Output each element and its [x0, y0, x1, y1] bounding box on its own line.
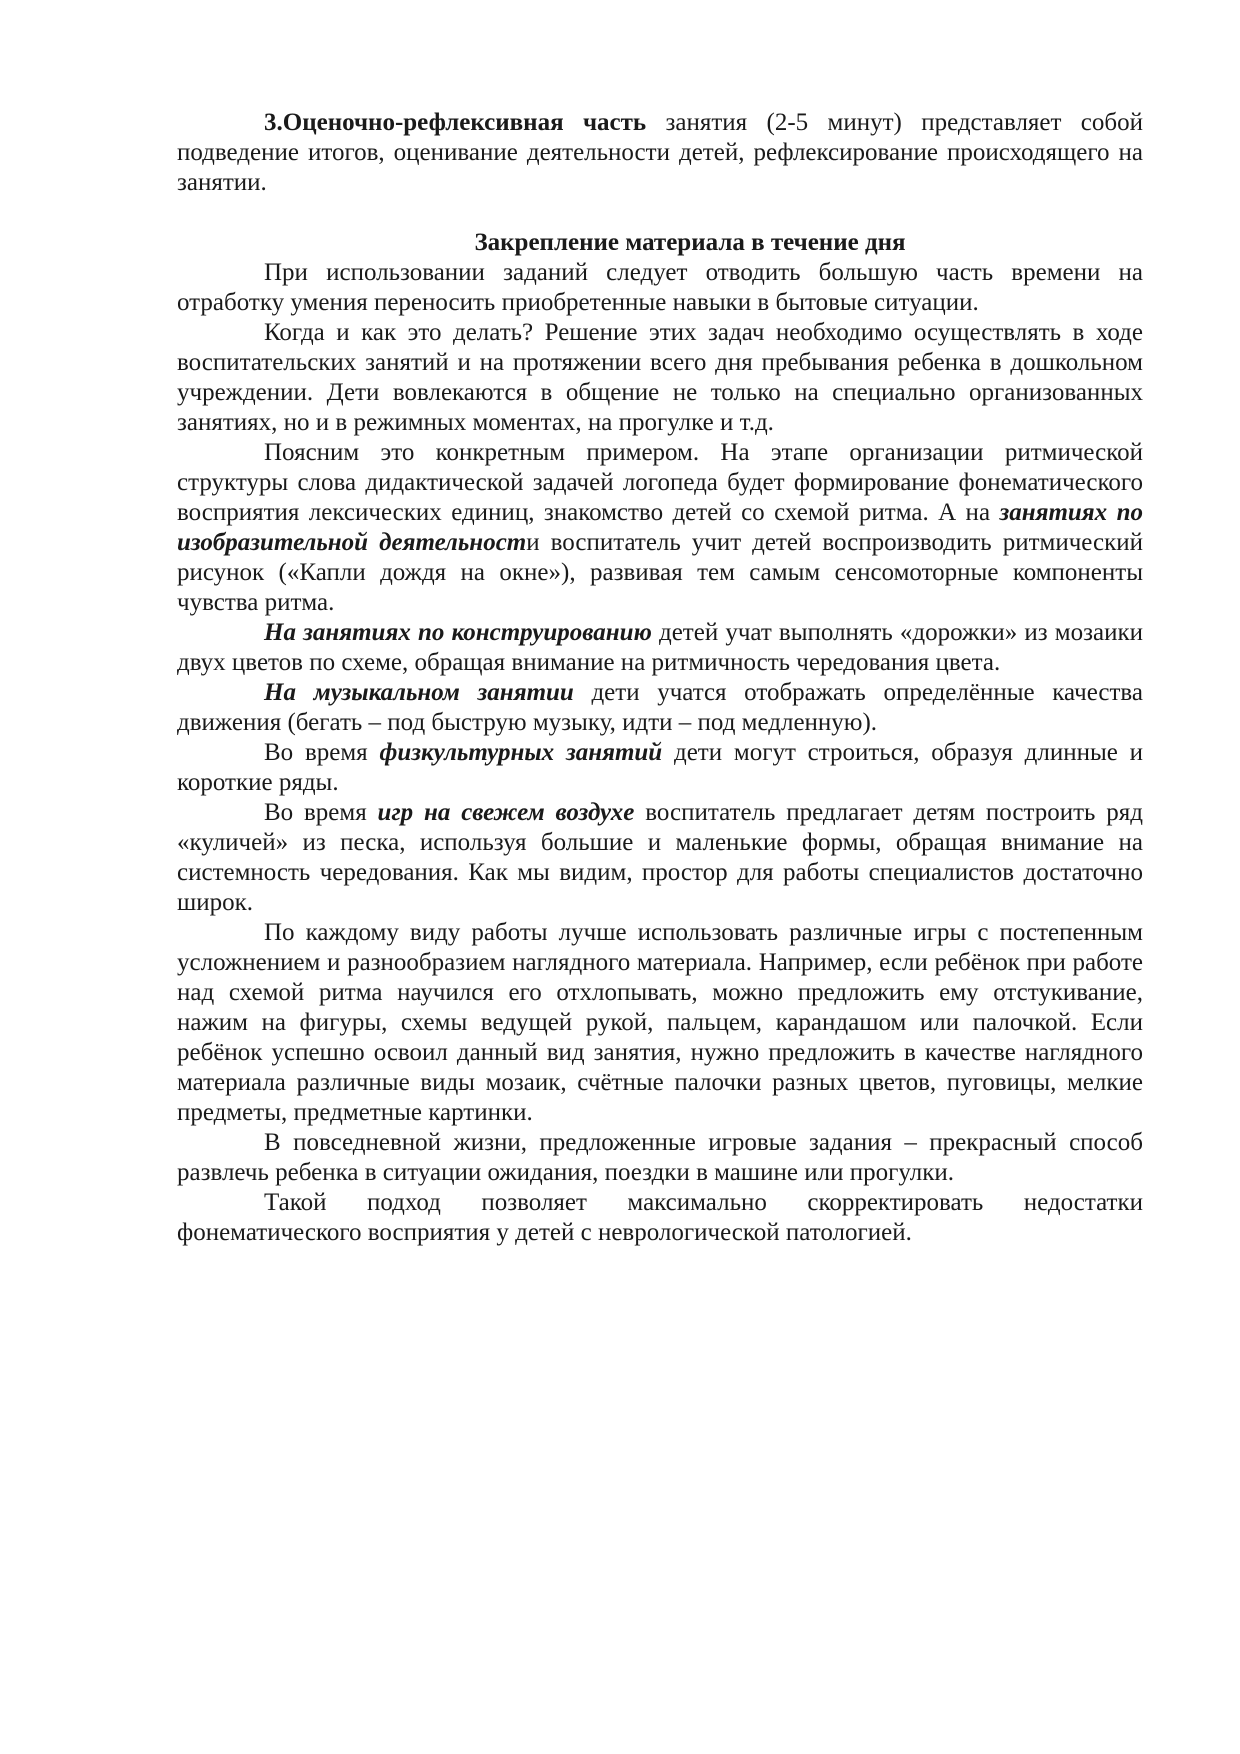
paragraph-example: Поясним это конкретным примером. На этапе организации ритмической структуры слова дидактической задачей логопеда будет формирование фонематического восприятия лексических единиц, знакомство детей со схемой ритма. А на занятиях по изобразительной деятельности воспитатель учит детей воспроизводить ритмический рисунок («Капли дождя на окне»), развивая тем самым сенсомоторные компоненты чувства ритма. [177, 439, 1144, 616]
paragraph-music: На музыкальном занятии дети учатся отображать определённые качества движения (бегать – под быструю музыку, идти – под медленную). [177, 679, 1144, 736]
paragraph: Когда и как это делать? Решение этих задач необходимо осуществлять в ходе воспитательских занятий и на протяжении всего дня пребывания ребенка в дошкольном учреждении. Дети вовлекаются в общение не только на специально организованных занятиях, но и в режимных моментах, на прогулке и т.д. [177, 319, 1143, 436]
emphasis-text: На музыкальном занятии [264, 679, 574, 706]
emphasis-text: занятиях по изобразительной деятельност [177, 499, 1143, 556]
document-body [177, 108, 1143, 1248]
paragraph: По каждому виду работы лучше использовать различные игры с постепенным усложнением и разнообразием наглядного материала. Например, если ребёнок при работе над схемой ритма научился его отхлопывать, можно предложить ему отстукивание, нажим на фигуры, схемы ведущей рукой, пальцем, карандашом или палочкой. Если ребёнок успешно освоил данный вид занятия, нужно предложить в качестве наглядного материала различные виды мозаик, счётные палочки разных цветов, пуговицы, мелкие предметы, предметные картинки. [177, 919, 1143, 1126]
bold-lead-text: 3.Оценочно-рефлексивная часть [264, 109, 647, 136]
section-heading: Закрепление материала в течение дня [474, 229, 906, 256]
emphasis-text: игр на свежем воздухе [377, 799, 635, 826]
paragraph: В повседневной жизни, предложенные игровые задания – прекрасный способ развлечь ребенка в ситуации ожидания, поездки в машине или прогулки. [177, 1129, 1143, 1186]
emphasis-text: На занятиях по конструированию [264, 619, 652, 646]
emphasis-text: физкультурных занятий [379, 739, 663, 766]
paragraph-reflexive-part: 3.Оценочно-рефлексивная часть занятия (2-5 минут) представляет собой подведение итогов, оценивание деятельности детей, рефлексирование происходящего на занятии. [177, 109, 1143, 196]
paragraph-physical: Во время физкультурных занятий дети могут строиться, образуя длинные и короткие ряды. [177, 739, 1143, 796]
paragraph-conclusion: Такой подход позволяет максимально скорректировать недостатки фонематического восприятия у детей с неврологической патологией. [177, 1189, 1143, 1246]
paragraph-outdoor: Во время игр на свежем воздухе воспитатель предлагает детям построить ряд «куличей» из песка, используя большие и маленькие формы, обращая внимание на системность чередования. Как мы видим, простор для работы специалистов достаточно широк. [177, 799, 1143, 916]
paragraph-construction: На занятиях по конструированию детей учат выполнять «дорожки» из мозаики двух цветов по схеме, обращая внимание на ритмичность чередования цвета. [177, 619, 1143, 676]
paragraph: При использовании заданий следует отводить большую часть времени на отработку умения переносить приобретенные навыки в бытовые ситуации. [177, 259, 1143, 316]
